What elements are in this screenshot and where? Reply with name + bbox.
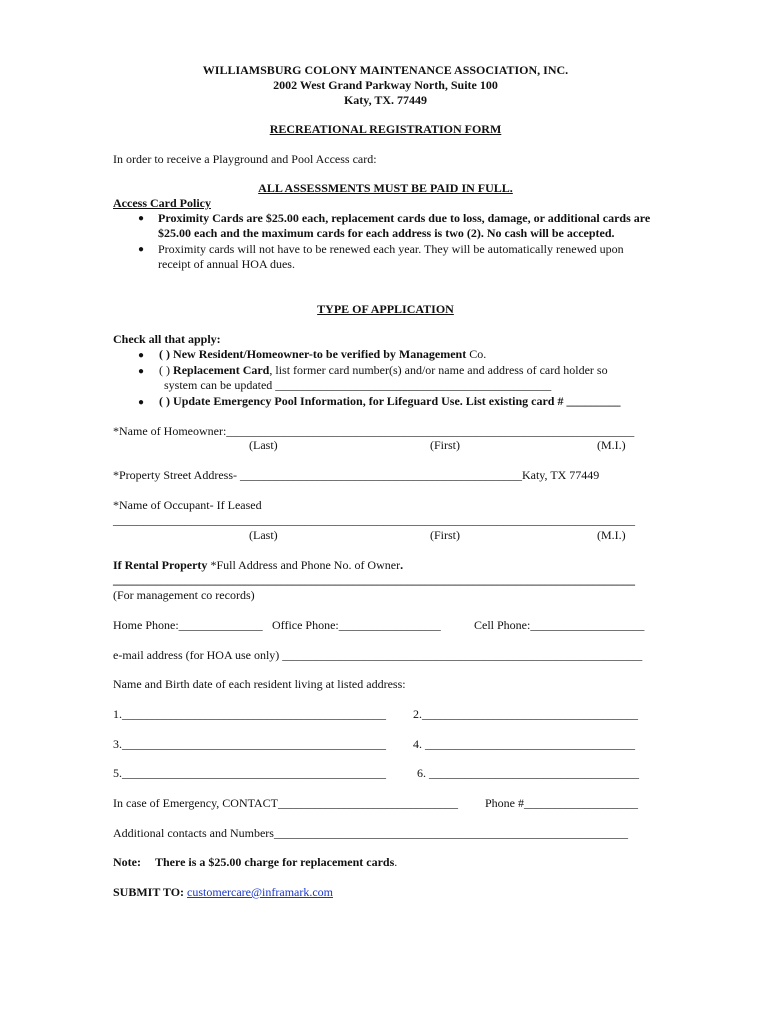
- submit-email-link[interactable]: customercare@inframark.com: [187, 885, 334, 899]
- option-new-resident: ● ( ) New Resident/Homeowner-to be verified by Management Co.: [138, 347, 487, 361]
- resident-field-1[interactable]: 1.____________________________________________: [113, 707, 386, 721]
- homeowner-last-label: (Last): [249, 438, 278, 452]
- assessments-notice: ALL ASSESSMENTS MUST BE PAID IN FULL.: [258, 181, 513, 195]
- home-phone-field[interactable]: Home Phone:______________: [113, 618, 263, 632]
- form-title: RECREATIONAL REGISTRATION FORM: [269, 122, 502, 136]
- homeowner-name-field[interactable]: *Name of Homeowner:____________________________________________________________________: [113, 424, 635, 438]
- property-address-field[interactable]: *Property Street Address- _______________________________________________Katy, TX 77449: [113, 468, 600, 482]
- homeowner-first-label: (First): [430, 438, 460, 452]
- submit-to: SUBMIT TO: customercare@inframark.com: [113, 885, 334, 899]
- bullet-icon: ●: [138, 350, 145, 361]
- resident-field-3[interactable]: 3.____________________________________________: [113, 737, 386, 751]
- policy-list: [113, 211, 658, 272]
- occupant-mi-label: (M.I.): [597, 528, 626, 542]
- policy-item-renewal: ● Proximity cards will not have to be renewed each year. They will be automatically renewed upon receipt of annual HOA dues.: [138, 242, 624, 271]
- cell-phone-field[interactable]: Cell Phone:___________________: [474, 618, 645, 632]
- intro-text: In order to receive a Playground and Pool Access card:: [113, 152, 377, 166]
- additional-contacts-field[interactable]: Additional contacts and Numbers___________________________________________________________: [113, 826, 628, 840]
- emergency-contact-field[interactable]: In case of Emergency, CONTACT______________________________: [113, 796, 458, 810]
- residents-label: Name and Birth date of each resident living at listed address:: [113, 677, 406, 691]
- rental-owner-field[interactable]: _______________________________________________________________________________________: [113, 573, 635, 587]
- emergency-phone-field[interactable]: Phone #___________________: [485, 796, 638, 810]
- occupant-first-label: (First): [430, 528, 460, 542]
- resident-field-2[interactable]: 2.____________________________________: [413, 707, 638, 721]
- application-heading: TYPE OF APPLICATION: [317, 302, 454, 316]
- homeowner-mi-label: (M.I.): [597, 438, 626, 452]
- option-emergency-update: ● ( ) Update Emergency Pool Information, for Lifeguard Use. List existing card # _________: [138, 394, 621, 408]
- occupant-label: *Name of Occupant- If Leased: [113, 498, 262, 512]
- replacement-note: Note: There is a $25.00 charge for replacement cards.: [113, 855, 398, 869]
- checkbox-new-resident[interactable]: ( ): [159, 347, 171, 361]
- bullet-icon: ●: [138, 213, 145, 224]
- org-city: Katy, TX. 77449: [343, 93, 428, 107]
- resident-field-6[interactable]: 6. ___________________________________: [417, 766, 639, 780]
- replacement-line: system can be updated ______________________________________________: [164, 378, 552, 392]
- occupant-last-label: (Last): [249, 528, 278, 542]
- org-address: 2002 West Grand Parkway North, Suite 100: [273, 78, 498, 92]
- checkbox-replacement[interactable]: ( ): [159, 363, 171, 377]
- policy-heading: Access Card Policy: [113, 196, 211, 210]
- resident-field-5[interactable]: 5.____________________________________________: [113, 766, 386, 780]
- rental-note: (For management co records): [113, 588, 255, 602]
- policy-item-fees: ● Proximity Cards are $25.00 each, replacement cards due to loss, damage, or additional cards are $25.00 each and the maximum cards for each address is two (2). No cash will be accepted.: [138, 211, 651, 240]
- rental-property-label: If Rental Property *Full Address and Phone No. of Owner.: [113, 558, 404, 572]
- office-phone-field[interactable]: Office Phone:_________________: [272, 618, 441, 632]
- option-replacement: ● ( ) Replacement Card, list former card number(s) and/or name and address of card holder so: [138, 363, 608, 377]
- check-label: Check all that apply:: [113, 332, 221, 346]
- occupant-name-field[interactable]: _______________________________________________________________________________________: [113, 513, 635, 527]
- checkbox-emergency-update[interactable]: ( ): [159, 394, 171, 408]
- bullet-icon: ●: [138, 244, 145, 255]
- bullet-icon: ●: [138, 366, 145, 377]
- org-name: WILLIAMSBURG COLONY MAINTENANCE ASSOCIATION, INC.: [202, 63, 569, 77]
- resident-field-4[interactable]: 4. ___________________________________: [413, 737, 635, 751]
- bullet-icon: ●: [138, 397, 145, 408]
- email-field[interactable]: e-mail address (for HOA use only) ____________________________________________________________: [113, 648, 643, 662]
